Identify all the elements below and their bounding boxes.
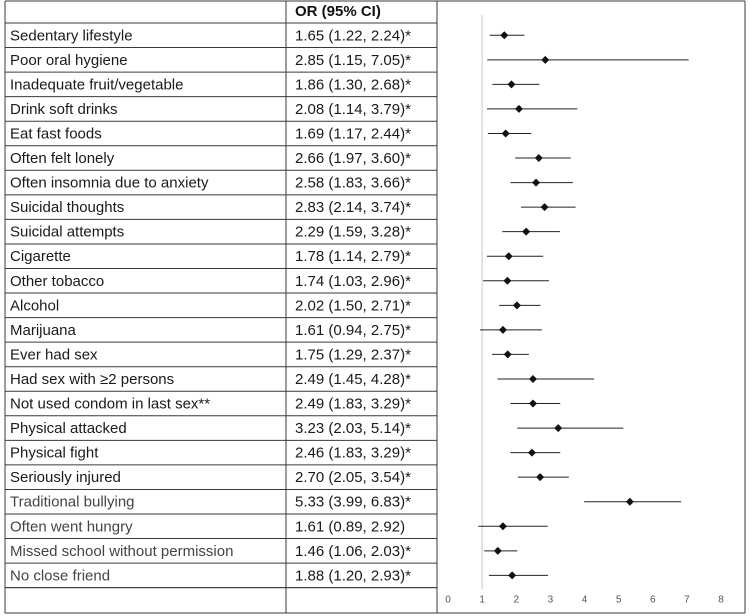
row-label: Ever had sex bbox=[10, 346, 98, 364]
row-or-value: 2.29 (1.59, 3.28)* bbox=[295, 223, 411, 241]
or-point-marker bbox=[504, 350, 512, 358]
row-or-value: 1.65 (1.22, 2.24)* bbox=[295, 27, 411, 45]
or-point-marker bbox=[505, 252, 513, 260]
or-point-marker bbox=[508, 571, 516, 579]
or-point-marker bbox=[532, 179, 540, 187]
x-tick-label: 3 bbox=[547, 594, 554, 606]
row-label: Missed school without permission bbox=[10, 542, 234, 560]
row-or-value: 1.46 (1.06, 2.03)* bbox=[295, 542, 411, 560]
or-point-marker bbox=[507, 80, 515, 88]
x-tick-label: 8 bbox=[718, 594, 724, 606]
row-label: Seriously injured bbox=[10, 469, 121, 487]
row-label: Poor oral hygiene bbox=[10, 51, 128, 69]
x-tick-label: 4 bbox=[581, 594, 588, 606]
row-or-value: 2.66 (1.97, 3.60)* bbox=[295, 150, 411, 168]
row-label: Had sex with ≥2 persons bbox=[10, 370, 175, 388]
or-point-marker bbox=[500, 31, 508, 39]
row-label: Cigarette bbox=[10, 248, 71, 266]
or-point-marker bbox=[536, 473, 544, 481]
row-or-value: 2.08 (1.14, 3.79)* bbox=[295, 100, 411, 118]
row-label: Other tobacco bbox=[10, 272, 105, 290]
or-point-marker bbox=[626, 498, 634, 506]
row-or-value: 1.61 (0.94, 2.75)* bbox=[295, 321, 411, 339]
row-label: No close friend bbox=[10, 567, 111, 585]
row-or-value: 2.02 (1.50, 2.71)* bbox=[295, 297, 411, 315]
forest-plot-area bbox=[478, 15, 688, 590]
row-label: Suicidal attempts bbox=[10, 223, 125, 241]
or-column-header: OR (95% CI) bbox=[295, 3, 381, 20]
table-rows bbox=[10, 27, 411, 584]
x-tick-label: 6 bbox=[649, 594, 656, 606]
x-tick-label: 7 bbox=[684, 594, 690, 606]
row-label: Drink soft drinks bbox=[10, 100, 118, 118]
table-header bbox=[295, 3, 381, 20]
row-or-value: 1.74 (1.03, 2.96)* bbox=[295, 272, 411, 290]
row-or-value: 1.88 (1.20, 2.93)* bbox=[295, 567, 411, 585]
or-point-marker bbox=[522, 228, 530, 236]
or-point-marker bbox=[529, 400, 537, 408]
row-or-value: 3.23 (2.03, 5.14)* bbox=[295, 420, 411, 438]
row-label: Physical fight bbox=[10, 444, 99, 462]
or-point-marker bbox=[494, 547, 502, 555]
row-or-value: 2.46 (1.83, 3.29)* bbox=[295, 444, 411, 462]
x-axis bbox=[445, 595, 724, 606]
or-point-marker bbox=[554, 424, 562, 432]
row-or-value: 2.83 (2.14, 3.74)* bbox=[295, 199, 411, 217]
row-label: Inadequate fruit/vegetable bbox=[10, 76, 184, 94]
row-or-value: 2.58 (1.83, 3.66)* bbox=[295, 174, 411, 192]
row-or-value: 5.33 (3.99, 6.83)* bbox=[295, 493, 411, 511]
row-label: Often felt lonely bbox=[10, 150, 115, 168]
x-tick-label: 1 bbox=[479, 594, 485, 606]
x-tick-label: 2 bbox=[513, 594, 520, 606]
x-tick-label: 0 bbox=[445, 594, 451, 606]
or-point-marker bbox=[499, 326, 507, 334]
row-label: Not used condom in last sex** bbox=[10, 395, 211, 413]
row-label: Traditional bullying bbox=[10, 493, 135, 511]
row-label: Sedentary lifestyle bbox=[10, 27, 133, 45]
row-label: Often insomnia due to anxiety bbox=[10, 174, 209, 192]
row-label: Suicidal thoughts bbox=[10, 199, 125, 217]
or-point-marker bbox=[503, 277, 511, 285]
row-or-value: 1.69 (1.17, 2.44)* bbox=[295, 125, 411, 143]
row-label: Alcohol bbox=[10, 297, 60, 315]
or-point-marker bbox=[515, 105, 523, 113]
row-or-value: 2.49 (1.45, 4.28)* bbox=[295, 370, 411, 388]
or-point-marker bbox=[541, 56, 549, 64]
row-label: Physical attacked bbox=[10, 420, 127, 438]
x-tick-label: 5 bbox=[615, 594, 622, 606]
row-or-value: 2.70 (2.05, 3.54)* bbox=[295, 469, 411, 487]
or-point-marker bbox=[535, 154, 543, 162]
or-point-marker bbox=[541, 203, 549, 211]
row-label: Marijuana bbox=[10, 321, 76, 339]
row-or-value: 2.85 (1.15, 7.05)* bbox=[295, 51, 411, 69]
or-point-marker bbox=[529, 375, 537, 383]
row-or-value: 1.61 (0.89, 2.92) bbox=[295, 518, 406, 536]
or-point-marker bbox=[528, 449, 536, 457]
or-point-marker bbox=[513, 301, 521, 309]
row-or-value: 2.49 (1.83, 3.29)* bbox=[295, 395, 411, 413]
row-or-value: 1.86 (1.30, 2.68)* bbox=[295, 76, 411, 94]
row-label: Eat fast foods bbox=[10, 125, 102, 143]
row-label: Often went hungry bbox=[10, 518, 133, 536]
row-or-value: 1.78 (1.14, 2.79)* bbox=[295, 248, 411, 266]
or-point-marker bbox=[502, 129, 510, 137]
or-point-marker bbox=[499, 522, 507, 530]
row-or-value: 1.75 (1.29, 2.37)* bbox=[295, 346, 411, 364]
